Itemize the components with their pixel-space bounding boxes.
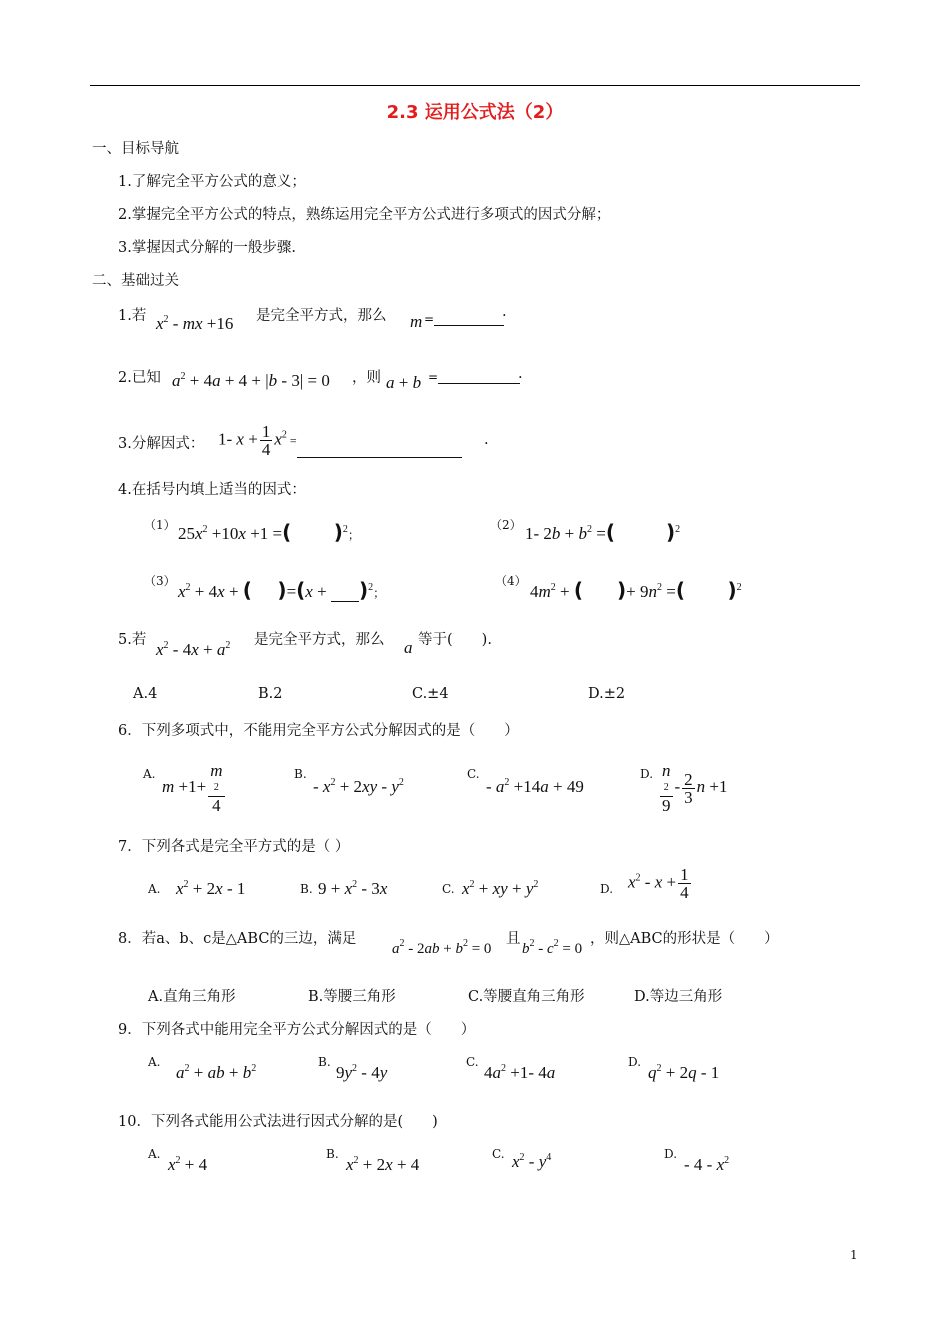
q9-label-a[interactable]: A. xyxy=(148,1055,161,1069)
q3-end: . xyxy=(484,432,489,448)
q10-label-b[interactable]: B. xyxy=(326,1147,339,1161)
q8-expression-1: $a^2 - 2ab + b^2 = 0$ xyxy=(392,938,492,957)
q7-option-d[interactable]: $x^2$ - x + $\frac{1}{4}$ xyxy=(628,865,689,902)
q9-label-c[interactable]: C. xyxy=(466,1055,479,1069)
q9-label-b[interactable]: B. xyxy=(318,1055,331,1069)
q8-middle: 且 xyxy=(506,931,521,947)
q9-label-d[interactable]: D. xyxy=(628,1055,642,1069)
q1-equals: = xyxy=(424,310,504,326)
q8-expression-2: $b^2 - c^2 = 0$ xyxy=(522,938,583,957)
goal-item: 1.了解完全平方公式的意义； xyxy=(118,174,306,190)
q5-option-b[interactable]: B.2 xyxy=(258,686,283,702)
q10-option-b[interactable]: $x^2 + 2x + 4$ xyxy=(346,1155,420,1174)
q7-label-a[interactable]: A. xyxy=(148,882,161,896)
q4-part4-expression: $4m^2$ + ( )+ $9n^2$ =( )$^2$ xyxy=(530,578,742,602)
q6-option-a[interactable]: m +1+ m 2 4 xyxy=(162,761,223,815)
section-heading-basics: 二、基础过关 xyxy=(92,273,179,289)
q10-label-c[interactable]: C. xyxy=(492,1147,505,1161)
q4-part3-label: （3） xyxy=(144,574,176,588)
q9-option-c[interactable]: $4a^2 +1-$ 4a xyxy=(484,1063,556,1082)
q7-option-c[interactable]: $x^2$ + xy + $y^2$ xyxy=(462,879,539,898)
q2-target: a + b xyxy=(386,373,422,392)
q1-middle: 是完全平方式，那么 xyxy=(256,308,387,324)
q4-part1-label: （1） xyxy=(144,518,176,532)
q4-part2-expression: 1- $2b + b^2$ =( )$^2$ xyxy=(525,520,681,544)
q7-label-b[interactable]: B. xyxy=(300,882,313,896)
q10-label-d[interactable]: D. xyxy=(664,1147,678,1161)
q8-option-a[interactable]: A.直角三角形 xyxy=(148,989,236,1005)
q3-prefix: 3.分解因式： xyxy=(118,436,205,452)
q6-label-b[interactable]: B. xyxy=(294,767,307,781)
q9-option-d[interactable]: $q^2 + 2q - 1$ xyxy=(648,1063,720,1082)
q6-option-d[interactable]: n 2 9 - $\frac{2}{3}$ n +1 xyxy=(662,761,728,815)
q5-option-c[interactable]: C.±4 xyxy=(412,686,449,702)
q8-prefix: 8．若a、b、c是△ABC的三边，满足 xyxy=(118,931,357,947)
section-heading-goals: 一、目标导航 xyxy=(92,141,179,157)
goal-item: 3.掌握因式分解的一般步骤. xyxy=(118,240,296,256)
q5-var-a: a xyxy=(404,638,413,657)
q5-prefix: 5.若 xyxy=(118,632,147,648)
q10-option-d[interactable]: - $4 - x^2$ xyxy=(684,1155,730,1174)
q4-stem: 4.在括号内填上适当的因式： xyxy=(118,482,306,498)
page-number: 1 xyxy=(850,1248,858,1262)
q7-stem: 7．下列各式是完全平方式的是（ ） xyxy=(118,839,350,855)
q10-option-a[interactable]: $x^2 + 4$ xyxy=(168,1155,208,1174)
q2-expression: $a^2 + 4a + 4 + |b - 3| = 0$ xyxy=(172,371,330,390)
q6-label-a[interactable]: A. xyxy=(143,767,156,781)
q10-option-c[interactable]: $x^2 - y^4$ xyxy=(512,1152,552,1171)
goal-item: 2.掌握完全平方公式的特点，熟练运用完全平方公式进行多项式的因式分解； xyxy=(118,207,611,223)
q2-middle: ，则 xyxy=(352,370,381,386)
q5-option-a[interactable]: A.4 xyxy=(133,686,158,702)
q5-expression: $x^2 - 4x + a^2$ xyxy=(156,640,231,659)
q6-label-d[interactable]: D. xyxy=(640,767,654,781)
q6-stem: 6．下列多项式中，不能用完全平方公式分解因式的是（ ） xyxy=(118,723,519,739)
q2-equals: = xyxy=(428,368,520,384)
q4-part4-label: （4） xyxy=(495,574,527,588)
top-rule xyxy=(90,85,860,86)
q4-part3-expression: $x^2 + 4x$ + ( )$=(x + )^2$； xyxy=(178,578,386,602)
q3-expression: 1- x + $\frac{1}{4}$ $x^2$ = xyxy=(218,423,462,458)
q6-option-b[interactable]: - $x^2 + 2xy - y^2$ xyxy=(313,777,404,796)
q1-var-m: m xyxy=(410,312,423,331)
q6-label-c[interactable]: C. xyxy=(467,767,480,781)
q8-option-c[interactable]: C.等腰直角三角形 xyxy=(468,989,585,1005)
q9-option-b[interactable]: $9y^2 - 4y$ xyxy=(336,1063,388,1082)
q5-middle: 是完全平方式，那么 xyxy=(254,632,385,648)
q7-option-b[interactable]: $9 + x^2 - 3x$ xyxy=(318,879,388,898)
q1-expression: $x^2$ - mx +16 xyxy=(156,314,234,333)
q2-prefix: 2.已知 xyxy=(118,370,161,386)
q9-stem: 9．下列各式中能用完全平方公式分解因式的是（ ） xyxy=(118,1022,476,1038)
q10-stem: 10．下列各式能用公式法进行因式分解的是( ) xyxy=(118,1114,438,1130)
q2-end: . xyxy=(518,366,523,382)
q8-option-b[interactable]: B.等腰三角形 xyxy=(308,989,396,1005)
q10-label-a[interactable]: A. xyxy=(148,1147,161,1161)
q4-part1-expression: $25x^2 +10x +1$ =( )$^2$； xyxy=(178,520,360,544)
q8-end: ，则△ABC的形状是（ ） xyxy=(590,931,779,947)
q8-option-d[interactable]: D.等边三角形 xyxy=(634,989,723,1005)
q6-option-c[interactable]: - $a^2 +14a + 49$ xyxy=(486,777,584,796)
q7-option-a[interactable]: $x^2 + 2x - 1$ xyxy=(176,879,246,898)
q1-prefix: 1.若 xyxy=(118,308,147,324)
q9-option-a[interactable]: $a^2$ + ab + $b^2$ xyxy=(176,1063,257,1082)
q5-option-d[interactable]: D.±2 xyxy=(588,686,626,702)
q5-end: 等于( ). xyxy=(418,632,492,648)
q7-label-c[interactable]: C. xyxy=(442,882,455,896)
q1-end: . xyxy=(502,304,507,320)
q4-part2-label: （2） xyxy=(490,518,522,532)
page-title: 2.3 运用公式法（2） xyxy=(386,102,564,123)
q7-label-d[interactable]: D. xyxy=(600,882,614,896)
